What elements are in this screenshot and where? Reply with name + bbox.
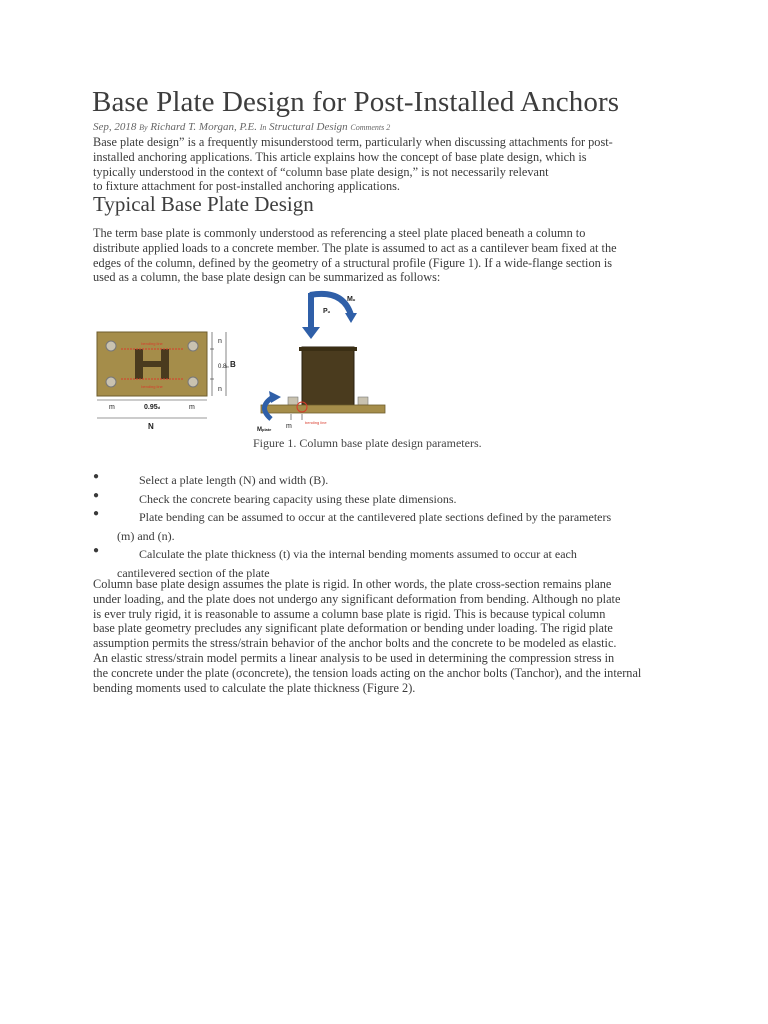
meta-author[interactable]: Richard T. Morgan, P.E. [150, 121, 257, 133]
bullet-list [93, 471, 683, 582]
label-mplate-sub: plate [262, 427, 272, 432]
anchor-bolt-right-icon [358, 397, 368, 405]
rigid-line: bending moments used to calculate the plate thickness (Figure 2). [93, 680, 416, 695]
bullet-icon: ● [93, 489, 100, 501]
bending-line-label-bottom: bending line [141, 384, 163, 389]
bullet-text: Check the concrete bearing capacity using these plate dimensions. [139, 491, 457, 506]
dim-08-label: 0.8 [218, 364, 227, 370]
bullet-icon: ● [93, 508, 100, 519]
section-line: The term base plate is commonly understood as referencing a steel plate placed beneath a column to [93, 226, 586, 240]
meta-category[interactable]: Structural Design [269, 121, 348, 133]
label-mplate-main: M [257, 427, 262, 433]
label-mplate [257, 427, 272, 433]
figure-plan-view [93, 326, 253, 436]
dim-08b [218, 364, 229, 370]
rigid-plate-paragraph [93, 577, 679, 695]
dim-B: B [230, 360, 236, 369]
rigid-line: assumption permits the stress/strain behavior of the anchor bolts and the concrete to be modeled as elastic. [93, 636, 617, 651]
rigid-line: base plate geometry precludes any significant plate deformation or bending under loading. The rigid plate [93, 621, 613, 636]
bending-line-label-top: bending line [141, 341, 163, 346]
label-pu-sub: u [327, 309, 331, 314]
figure-caption: Figure 1. Column base plate design parameters. [253, 436, 482, 450]
bullet-text: Plate bending can be assumed to occur at the cantilevered plate sections defined by the parameters [139, 510, 612, 524]
meta-by-label: By [139, 123, 148, 132]
bending-line-label-elevation: bending line [305, 420, 327, 425]
meta-date: Sep, 2018 [93, 121, 137, 133]
figure-elevation-view [255, 285, 390, 435]
bullet-text-continued: (m) and (n). [117, 528, 175, 543]
base-plate-elevation [261, 405, 385, 413]
dim-sub-b: b [226, 364, 229, 369]
dim-095d [144, 404, 161, 411]
section-line: distribute applied loads to a concrete member. The plate is assumed to act as a cantilever beam fixed at the [93, 240, 617, 255]
meta-comments[interactable]: Comments 2 [350, 123, 391, 132]
section-paragraph [93, 226, 679, 285]
dim-m-left: m [109, 404, 115, 411]
dim-sub-d: d [157, 405, 161, 410]
rigid-line: is ever truly rigid, it is reasonable to assume a column base plate is rigid. This is because typical column [93, 606, 606, 621]
dim-N: N [148, 422, 154, 431]
bullet-text: Calculate the plate thickness (t) via the internal bending moments assumed to occur at each [139, 547, 577, 561]
bullet-text: Select a plate length (N) and width (B). [139, 473, 329, 487]
label-pu [323, 308, 331, 315]
intro-paragraph [93, 135, 679, 194]
rigid-line: under loading, and the plate does not undergo any significant deformation from bending. Although no plate [93, 591, 621, 606]
section-line: used as a column, the base plate design can be summarized as follows: [93, 270, 441, 285]
label-mu [347, 296, 356, 303]
section-line: edges of the column, defined by the geometry of a structural profile (Figure 1). If a wide-flange section is [93, 255, 613, 270]
bullet-icon: ● [93, 471, 100, 482]
intro-line: to fixture attachment for post-installed anchoring applications. [93, 179, 400, 194]
intro-line: installed anchoring applications. This article explains how the concept of base plate design, which is [93, 149, 587, 164]
intro-line: typically understood in the context of “column base plate design,” is not necessarily relevant [93, 164, 549, 179]
label-mu-main: M [347, 296, 353, 303]
intro-line: Base plate design” is a frequently misunderstood term, particularly when discussing attachments for post- [93, 135, 613, 149]
rigid-line: the concrete under the plate (σconcrete), the tension loads acting on the anchor bolts (Tanchor), and the internal [93, 665, 642, 680]
axial-load-arrow [308, 293, 314, 329]
article-meta [93, 121, 390, 133]
dim-n-top: n [218, 338, 222, 345]
rigid-line: Column base plate design assumes the plate is rigid. In other words, the plate cross-section remains plane [93, 577, 612, 591]
dim-n-bottom: n [218, 386, 222, 393]
label-mu-sub: u [352, 297, 356, 302]
meta-in-label: In [259, 123, 267, 132]
dim-m-elevation: m [286, 423, 292, 430]
column-elevation [302, 347, 354, 405]
bullet-item [93, 508, 683, 545]
dim-m-right: m [189, 404, 195, 411]
bullet-item [93, 490, 683, 509]
moment-arrow-mu [310, 294, 351, 315]
bullet-icon: ● [93, 545, 100, 556]
section-heading: Typical Base Plate Design [93, 192, 314, 216]
rigid-line: An elastic stress/strain model permits a linear analysis to be used in determining the compression stress in [93, 650, 615, 665]
bullet-text-continued: cantilevered section of the plate [117, 565, 270, 580]
article-title: Base Plate Design for Post-Installed Anchors [92, 86, 620, 118]
anchor-bolt-left-icon [288, 397, 298, 405]
label-pu-main: P [323, 308, 328, 315]
dim-095-label: 0.95 [144, 404, 158, 411]
bullet-item [93, 471, 683, 490]
